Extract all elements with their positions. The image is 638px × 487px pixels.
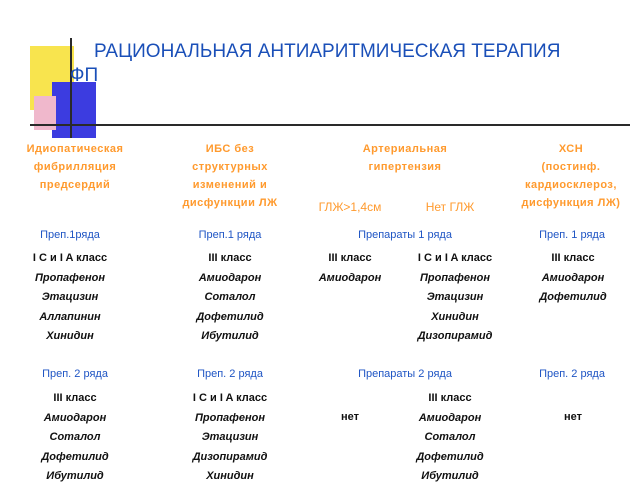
header-line: гипертензия xyxy=(368,161,442,173)
prep1-label-col4: Преп. 1 ряда xyxy=(539,229,605,241)
slide-title-line1: РАЦИОНАЛЬНАЯ АНТИАРИТМИЧЕСКАЯ ТЕРАПИЯ xyxy=(94,41,561,62)
drug-class: I C и I A класс xyxy=(417,252,493,264)
prep2-label-col2: Преп. 2 ряда xyxy=(197,368,263,380)
drug-class: I C и I A класс xyxy=(32,252,108,264)
prep2-label-col1: Преп. 2 ряда xyxy=(42,368,108,380)
drug-none: нет xyxy=(563,411,582,423)
drug-item: Амиодарон xyxy=(43,411,107,424)
header-line: структурных xyxy=(192,161,268,173)
drug-item: Соталол xyxy=(204,291,256,304)
drug-item: Этацизин xyxy=(201,431,259,444)
drug-item: Аллапинин xyxy=(39,310,101,323)
drug-class: III класс xyxy=(551,252,595,264)
header-line: (постинф. xyxy=(541,161,601,173)
drug-item: Амиодарон xyxy=(418,411,482,424)
header-chf xyxy=(508,140,634,212)
drug-item: Ибутилид xyxy=(201,330,259,343)
drug-item: Ибутилид xyxy=(421,470,479,483)
drug-item: Пропафенон xyxy=(419,271,491,284)
drug-class: III класс xyxy=(328,252,372,264)
drugs1-col2 xyxy=(160,249,300,347)
drug-class: III класс xyxy=(208,252,252,264)
drug-item: Пропафенон xyxy=(34,271,106,284)
drug-class: III класс xyxy=(428,392,472,404)
header-ihd xyxy=(160,140,300,212)
drug-item: Дофетилид xyxy=(416,450,484,463)
subheader-lvh: ГЛЖ>1,4см xyxy=(318,200,382,214)
drug-item: Дизопирамид xyxy=(417,330,493,343)
header-line: ХСН xyxy=(558,143,584,155)
drug-item: Амиодарон xyxy=(198,271,262,284)
drug-item: Хинидин xyxy=(431,310,479,323)
drug-item: Пропафенон xyxy=(194,411,266,424)
header-line: фибрилляция xyxy=(33,161,117,173)
subheader-no-lvh: Нет ГЛЖ xyxy=(425,200,475,214)
drugs2-col4 xyxy=(512,408,634,428)
drugs2-col1 xyxy=(10,389,140,487)
prep1-label-col3: Препараты 1 ряда xyxy=(358,229,452,241)
drug-item: Дофетилид xyxy=(41,450,109,463)
drugs2-col3-lvh xyxy=(300,408,400,428)
drug-item: Ибутилид xyxy=(46,470,104,483)
prep2-label-col3: Препараты 2 ряда xyxy=(358,368,452,380)
prep1-label-col1: Преп.1ряда xyxy=(40,229,100,241)
header-line: дисфункции ЛЖ xyxy=(182,197,278,209)
drugs1-col4 xyxy=(512,249,634,308)
drug-item: Амиодарон xyxy=(318,271,382,284)
header-line: кардиосклероз, xyxy=(525,179,617,191)
drug-item: Амиодарон xyxy=(541,271,605,284)
prep1-label-col2: Преп.1 ряда xyxy=(198,229,262,241)
header-line: дисфункция ЛЖ) xyxy=(521,197,621,209)
drugs1-col3-no-lvh xyxy=(400,249,510,347)
title-divider xyxy=(30,124,630,126)
drugs1-col1 xyxy=(8,249,132,347)
header-hypertension xyxy=(325,140,485,176)
drug-item: Хинидин xyxy=(206,470,254,483)
header-line: Идиопатическая xyxy=(26,143,124,155)
drug-class: III класс xyxy=(53,392,97,404)
slide-title-line2: ФП xyxy=(70,65,99,86)
header-line: предсердий xyxy=(39,179,111,191)
drugs2-col3-no-lvh xyxy=(395,389,505,487)
drug-none: нет xyxy=(340,411,359,423)
drugs2-col2 xyxy=(160,389,300,487)
drugs1-col3-lvh xyxy=(300,249,400,288)
drug-item: Этацизин xyxy=(41,291,99,304)
header-line: изменений и xyxy=(192,179,268,191)
prep2-label-col4: Преп. 2 ряда xyxy=(539,368,605,380)
drug-item: Этацизин xyxy=(426,291,484,304)
header-line: Артериальная xyxy=(362,143,448,155)
decor-blue-square xyxy=(52,82,96,138)
drug-item: Соталол xyxy=(49,431,101,444)
drug-item: Соталол xyxy=(424,431,476,444)
decor-vertical-line xyxy=(70,38,72,138)
drug-item: Хинидин xyxy=(46,330,94,343)
header-line: ИБС без xyxy=(205,143,255,155)
drug-item: Дофетилид xyxy=(539,291,607,304)
drug-class: I C и I A класс xyxy=(192,392,268,404)
slide-title xyxy=(70,40,630,88)
header-idiopathic-af xyxy=(10,140,140,194)
drug-item: Дизопирамид xyxy=(192,450,268,463)
drug-item: Дофетилид xyxy=(196,310,264,323)
